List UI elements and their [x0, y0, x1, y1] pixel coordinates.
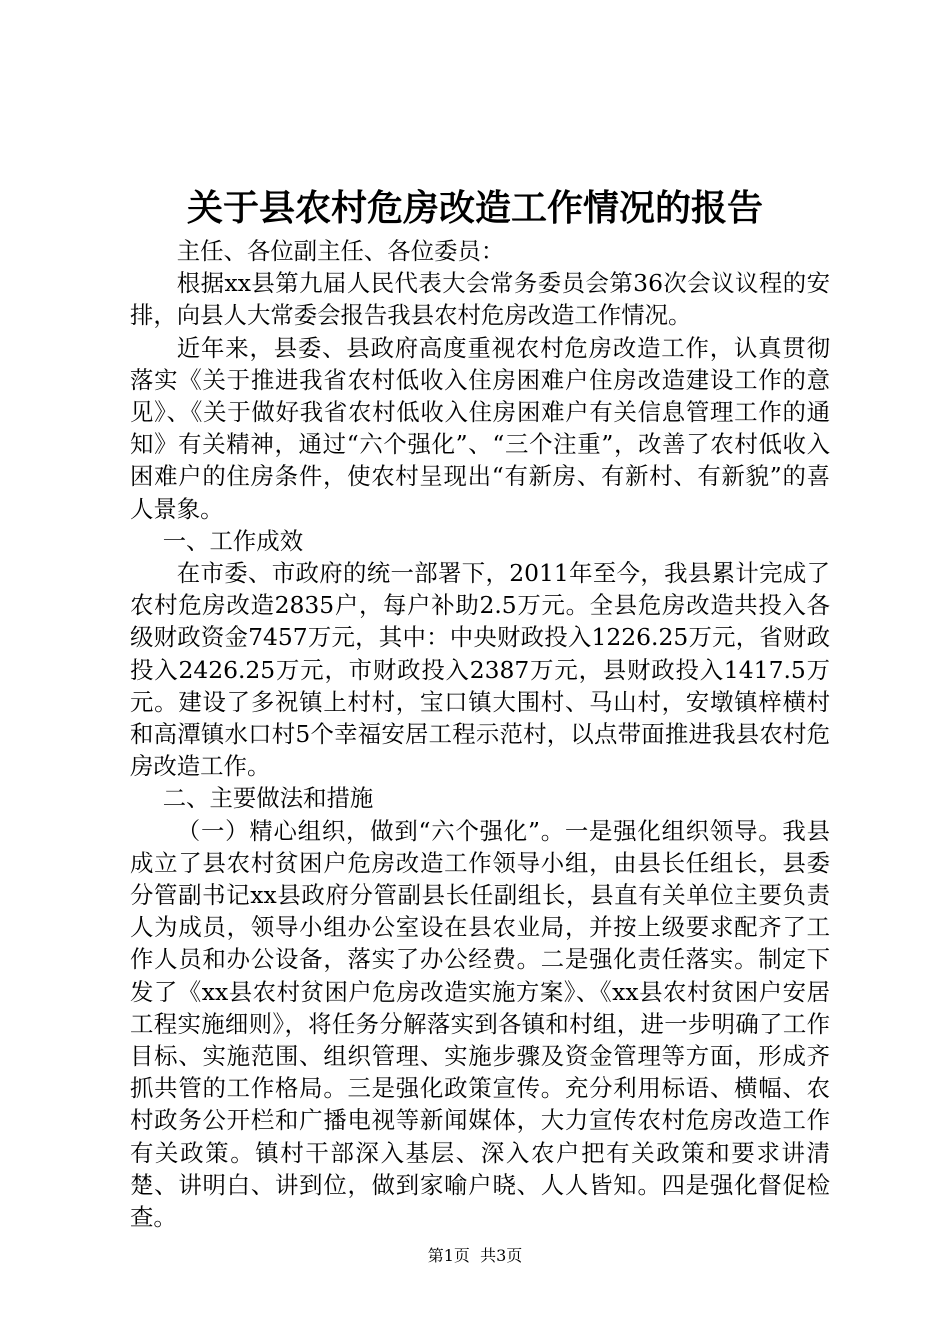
paragraph-background: 近年来，县委、县政府高度重视农村危房改造工作，认真贯彻落实《关于推进我省农村低收入住房困难户住房改造建设工作的意见》、《关于做好我省农村低收入住房困难户有关信息管理工作的通知》有关精神，通过“六个强化”、“三个注重”，改善了农村低收入困难户的住房条件，使农村呈现出“有新房、有新村、有新貌”的喜人景象。 [130, 333, 830, 523]
paragraph-measures: （一）精心组织，做到“六个强化”。一是强化组织领导。我县成立了县农村贫困户危房改造工作领导小组，由县长任组长，县委分管副书记xx县政府分管副县长任副组长，县直有关单位主要负责人为成员，领导小组办公室设在县农业局，并按上级要求配齐了工作人员和办公设备，落实了办公经费。二是强化责任落实。制定下发了《xx县农村贫困户危房改造实施方案》、《xx县农村贫困户安居工程实施细则》，将任务分解落实到各镇和村组，进一步明确了工作目标、实施范围、组织管理、实施步骤及资金管理等方面，形成齐抓共管的工作格局。三是强化政策宣传。充分利用标语、横幅、农村政务公开栏和广播电视等新闻媒体，大力宣传农村危房改造工作有关政策。镇村干部深入基层、深入农户把有关政策和要求讲清楚、讲明白、讲到位，做到家喻户晓、人人皆知。四是强化督促检查。 [130, 816, 830, 1232]
page-total: 共3页 [480, 1246, 523, 1265]
section-heading-measures: 二、主要做法和措施 [162, 784, 374, 813]
page-number: 第1页 [427, 1246, 470, 1265]
paragraph-results: 在市委、市政府的统一部署下，2011年至今，我县累计完成了农村危房改造2835户，每户补助2.5万元。全县危房改造共投入各级财政资金7457万元，其中：中央财政投入1226.25万元，省财政投入2426.25万元，市财政投入2387万元，县财政投入1417.5万元。建设了多祝镇上村村，宝口镇大围村、马山村，安墩镇梓横村和高潭镇水口村5个幸福安居工程示范村，以点带面推进我县农村危房改造工作。 [130, 559, 830, 781]
salutation: 主任、各位副主任、各位委员： [176, 237, 505, 265]
document-title: 关于县农村危房改造工作情况的报告 [186, 187, 763, 229]
footer-separator [470, 1246, 480, 1265]
page-footer [0, 1245, 950, 1267]
paragraph-intro: 根据xx县第九届人民代表大会常务委员会第36次会议议程的安排，向县人大常委会报告我县农村危房改造工作情况。 [130, 269, 830, 330]
section-heading-results: 一、工作成效 [162, 526, 304, 555]
document-body [130, 235, 830, 1233]
